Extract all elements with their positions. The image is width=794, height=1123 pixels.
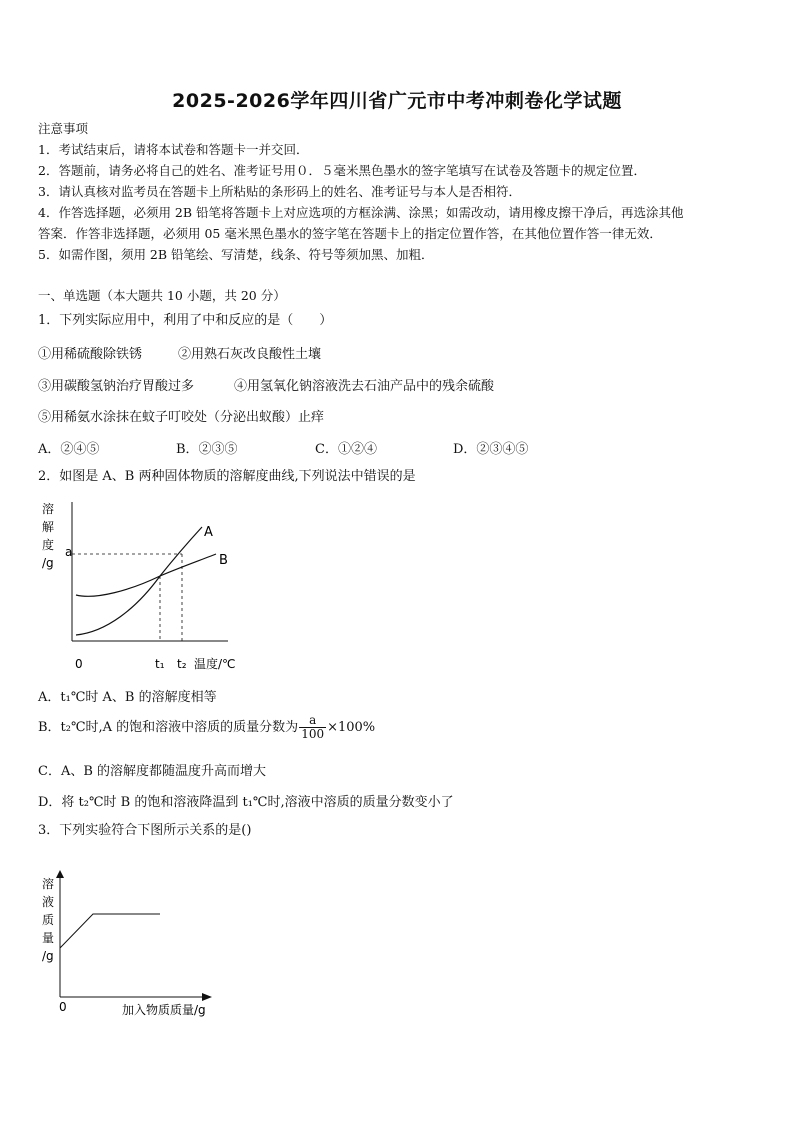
notice-item: 3．请认真核对监考员在答题卡上所粘贴的条形码上的姓名、准考证号与本人是否相符． xyxy=(38,184,521,199)
section-heading: 一、单选题（本大题共 10 小题，共 20 分） xyxy=(38,288,286,303)
question-2-stem: 2．如图是 A、B 两种固体物质的溶解度曲线,下列说法中错误的是 xyxy=(38,469,416,484)
q1-option-b: B．②③⑤ xyxy=(176,442,238,457)
notice-item: 2．答题前，请务必将自己的姓名、准考证号用０．５毫米黑色墨水的签字笔填写在试卷及答题卡的规定位置． xyxy=(38,163,646,178)
a-value-label: a xyxy=(65,545,73,559)
x-axis-label: 加入物质质量/g xyxy=(122,1003,206,1017)
y-axis-label: 溶 xyxy=(42,502,55,516)
q1-option-d: D．②③④⑤ xyxy=(453,442,529,457)
fraction-numerator: a xyxy=(299,714,326,728)
q1-option-c: C．①②④ xyxy=(315,442,377,457)
fraction xyxy=(299,714,326,741)
q2-option-d: D．将 t₂℃时 B 的饱和溶液降温到 t₁℃时,溶液中溶质的质量分数变小了 xyxy=(38,795,454,810)
notice-item: 4．作答选择题，必须用 2B 铅笔将答题卡上对应选项的方框涂满、涂黑；如需改动，请用橡皮擦干净后，再选涂其他 xyxy=(38,205,684,220)
t1-label: t₁ xyxy=(155,657,165,671)
q2-option-a: A．t₁℃时 A、B 的溶解度相等 xyxy=(38,690,217,705)
question-1-stem: 1．下列实际应用中，利用了中和反应的是（ ） xyxy=(38,313,333,328)
q1-statement-2: ②用熟石灰改良酸性土壤 xyxy=(178,347,322,362)
notice-item: 5．如需作图，须用 2B 铅笔绘、写清楚，线条、符号等须加黑、加粗． xyxy=(38,247,434,262)
x-axis-arrow xyxy=(202,993,212,1001)
solution-mass-graph xyxy=(36,868,236,1023)
curve-a xyxy=(76,527,202,635)
curve-b xyxy=(76,554,216,596)
notice-item: 答案．作答非选择题，必须用 05 毫米黑色墨水的签字笔在答题卡上的指定位置作答，在其他位置作答一律无效． xyxy=(38,226,662,241)
q2-option-b-text: B．t₂℃时,A 的饱和溶液中溶质的质量分数为 xyxy=(38,720,299,735)
q1-statement-1: ①用稀硫酸除铁锈 xyxy=(38,347,143,362)
curve-a-label: A xyxy=(204,525,213,540)
fraction-denominator: 100 xyxy=(301,727,325,741)
y-axis-label: 溶 xyxy=(42,877,55,891)
y-axis-label: 度 xyxy=(42,538,55,552)
y-axis-label: /g xyxy=(42,556,54,570)
q1-statement-3: ③用碳酸氢钠治疗胃酸过多 xyxy=(38,379,195,394)
t2-label: t₂ xyxy=(177,657,187,671)
q2-option-b-suffix: ×100% xyxy=(327,720,376,735)
y-axis-label: 质 xyxy=(42,913,55,927)
page-title: 2025-2026学年四川省广元市中考冲刺卷化学试题 xyxy=(172,90,622,112)
mass-curve xyxy=(60,914,160,948)
question-3-stem: 3．下列实验符合下图所示关系的是() xyxy=(38,823,252,838)
y-axis-label: 解 xyxy=(42,520,55,534)
origin-label: 0 xyxy=(59,1000,67,1014)
q1-statement-4: ④用氢氧化钠溶液洗去石油产品中的残余硫酸 xyxy=(234,379,495,394)
notice-item: 1．考试结束后，请将本试卷和答题卡一并交回． xyxy=(38,142,309,157)
y-axis-arrow xyxy=(56,870,64,878)
solubility-curve-graph xyxy=(36,494,256,676)
y-axis-label: /g xyxy=(42,949,54,963)
notice-heading: 注意事项 xyxy=(38,121,89,136)
y-axis-label: 液 xyxy=(42,895,55,909)
curve-b-label: B xyxy=(219,553,228,568)
q1-statement-5: ⑤用稀氨水涂抹在蚊子叮咬处（分泌出蚁酸）止痒 xyxy=(38,410,325,425)
y-axis-label: 量 xyxy=(42,931,55,945)
q2-option-c: C．A、B 的溶解度都随温度升高而增大 xyxy=(38,764,267,779)
x-axis-label: 温度/℃ xyxy=(194,657,236,671)
q1-option-a: A．②④⑤ xyxy=(38,442,100,457)
q2-option-b xyxy=(38,714,375,741)
origin-label: 0 xyxy=(75,657,83,671)
